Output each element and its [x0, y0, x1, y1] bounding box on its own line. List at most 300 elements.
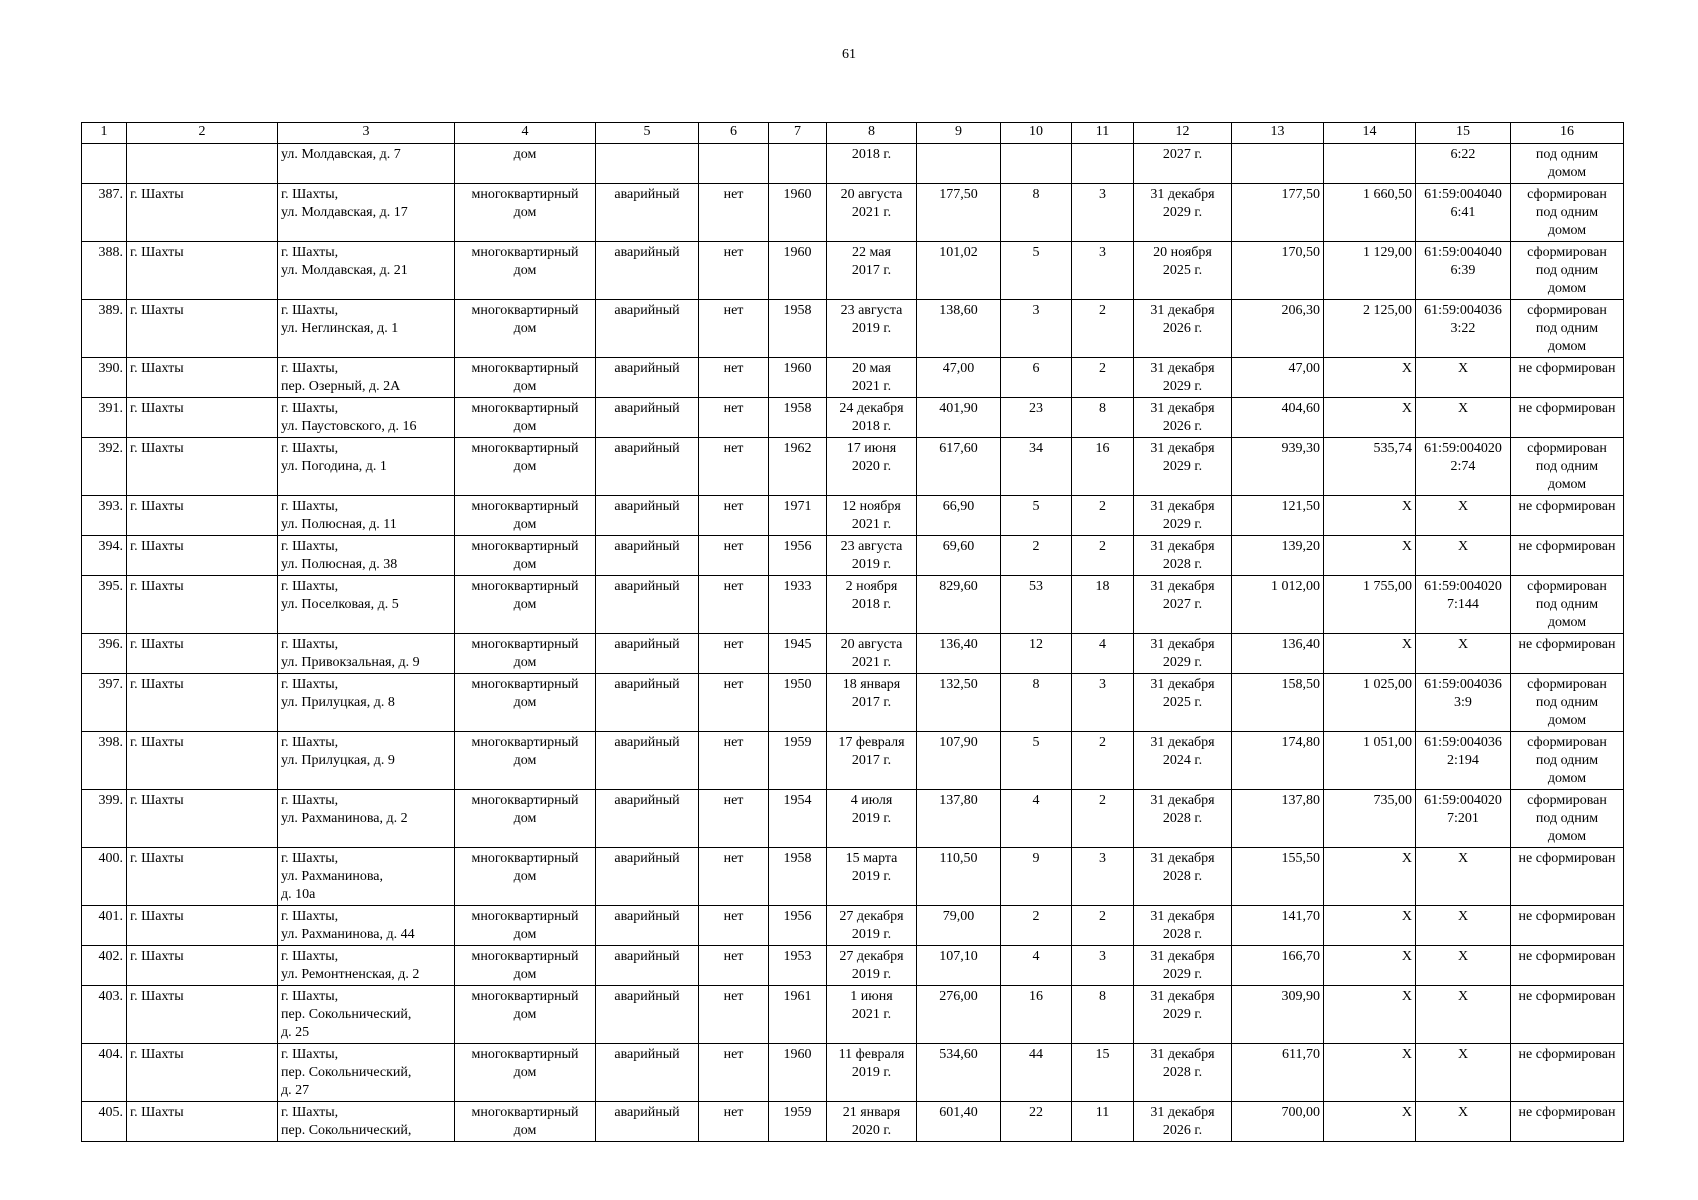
column-number-9: 9 [917, 123, 1001, 144]
cell-col-12: 31 декабря 2026 г. [1134, 300, 1232, 358]
cell-col-10: 23 [1001, 398, 1072, 438]
cell-col-14: X [1324, 496, 1416, 536]
cell-col-12: 31 декабря 2027 г. [1134, 576, 1232, 634]
cell-col-7: 1956 [769, 906, 827, 946]
cell-col-12: 31 декабря 2028 г. [1134, 536, 1232, 576]
column-number-8: 8 [827, 123, 917, 144]
cell-col-7: 1933 [769, 576, 827, 634]
cell-col-1: 394. [82, 536, 127, 576]
cell-col-5: аварийный [596, 732, 699, 790]
cell-col-2: г. Шахты [127, 1044, 278, 1102]
cell-col-7: 1960 [769, 1044, 827, 1102]
cell-col-8: 17 февраля 2017 г. [827, 732, 917, 790]
column-number-6: 6 [699, 123, 769, 144]
column-number-12: 12 [1134, 123, 1232, 144]
cell-col-4: многоквартирный дом [455, 674, 596, 732]
cell-col-5: аварийный [596, 1044, 699, 1102]
cell-col-8: 2018 г. [827, 144, 917, 184]
cell-col-3: г. Шахты, ул. Паустовского, д. 16 [278, 398, 455, 438]
cell-col-5: аварийный [596, 576, 699, 634]
cell-col-15: X [1416, 536, 1511, 576]
cell-col-11: 2 [1072, 732, 1134, 790]
cell-col-16: сформирован под одним домом [1511, 184, 1624, 242]
table-row [82, 634, 1624, 674]
cell-col-11: 2 [1072, 906, 1134, 946]
cell-col-9: 66,90 [917, 496, 1001, 536]
cell-col-13: 700,00 [1232, 1102, 1324, 1142]
cell-col-9: 110,50 [917, 848, 1001, 906]
cell-col-1: 399. [82, 790, 127, 848]
column-number-10: 10 [1001, 123, 1072, 144]
cell-col-1: 397. [82, 674, 127, 732]
cell-col-16: сформирован под одним домом [1511, 576, 1624, 634]
cell-col-1: 405. [82, 1102, 127, 1142]
cell-col-2: г. Шахты [127, 634, 278, 674]
cell-col-16: не сформирован [1511, 946, 1624, 986]
cell-col-1: 391. [82, 398, 127, 438]
cell-col-4: многоквартирный дом [455, 300, 596, 358]
cell-col-16: сформирован под одним домом [1511, 438, 1624, 496]
cell-col-9: 137,80 [917, 790, 1001, 848]
cell-col-16: не сформирован [1511, 848, 1624, 906]
cell-col-8: 11 февраля 2019 г. [827, 1044, 917, 1102]
cell-col-10: 4 [1001, 790, 1072, 848]
cell-col-7: 1971 [769, 496, 827, 536]
cell-col-6: нет [699, 848, 769, 906]
cell-col-9: 47,00 [917, 358, 1001, 398]
cell-col-6: нет [699, 674, 769, 732]
cell-col-14: X [1324, 848, 1416, 906]
table-row [82, 1044, 1624, 1102]
cell-col-10: 53 [1001, 576, 1072, 634]
cell-col-12: 31 декабря 2028 г. [1134, 906, 1232, 946]
cell-col-12: 31 декабря 2026 г. [1134, 1102, 1232, 1142]
cell-col-16: не сформирован [1511, 358, 1624, 398]
cell-col-6: нет [699, 986, 769, 1044]
cell-col-10: 4 [1001, 946, 1072, 986]
cell-col-8: 4 июля 2019 г. [827, 790, 917, 848]
cell-col-7: 1961 [769, 986, 827, 1044]
cell-col-10: 22 [1001, 1102, 1072, 1142]
cell-col-7: 1950 [769, 674, 827, 732]
cell-col-9 [917, 144, 1001, 184]
cell-col-5: аварийный [596, 536, 699, 576]
cell-col-14: 735,00 [1324, 790, 1416, 848]
cell-col-6: нет [699, 536, 769, 576]
cell-col-4: многоквартирный дом [455, 358, 596, 398]
cell-col-3: г. Шахты, ул. Ремонтненская, д. 2 [278, 946, 455, 986]
table-row [82, 790, 1624, 848]
cell-col-3: г. Шахты, ул. Неглинская, д. 1 [278, 300, 455, 358]
cell-col-15: X [1416, 906, 1511, 946]
cell-col-5: аварийный [596, 906, 699, 946]
cell-col-14: X [1324, 1102, 1416, 1142]
cell-col-12: 31 декабря 2024 г. [1134, 732, 1232, 790]
column-number-4: 4 [455, 123, 596, 144]
cell-col-10: 6 [1001, 358, 1072, 398]
cell-col-7: 1958 [769, 300, 827, 358]
cell-col-2: г. Шахты [127, 848, 278, 906]
cell-col-4: многоквартирный дом [455, 1102, 596, 1142]
cell-col-2: г. Шахты [127, 790, 278, 848]
cell-col-2: г. Шахты [127, 1102, 278, 1142]
cell-col-6: нет [699, 576, 769, 634]
cell-col-12: 20 ноября 2025 г. [1134, 242, 1232, 300]
cell-col-8: 1 июня 2021 г. [827, 986, 917, 1044]
cell-col-4: многоквартирный дом [455, 848, 596, 906]
cell-col-9: 601,40 [917, 1102, 1001, 1142]
cell-col-6: нет [699, 398, 769, 438]
cell-col-1: 396. [82, 634, 127, 674]
cell-col-9: 107,90 [917, 732, 1001, 790]
cell-col-9: 136,40 [917, 634, 1001, 674]
cell-col-15: X [1416, 398, 1511, 438]
table-row [82, 242, 1624, 300]
cell-col-5: аварийный [596, 496, 699, 536]
cell-col-6: нет [699, 358, 769, 398]
cell-col-15: X [1416, 946, 1511, 986]
cell-col-4: многоквартирный дом [455, 184, 596, 242]
cell-col-14: 1 025,00 [1324, 674, 1416, 732]
cell-col-14: X [1324, 398, 1416, 438]
cell-col-13: 47,00 [1232, 358, 1324, 398]
table-row [82, 986, 1624, 1044]
cell-col-15: X [1416, 1102, 1511, 1142]
cell-col-13: 177,50 [1232, 184, 1324, 242]
cell-col-10: 5 [1001, 732, 1072, 790]
cell-col-1 [82, 144, 127, 184]
cell-col-2: г. Шахты [127, 732, 278, 790]
cell-col-12: 31 декабря 2029 г. [1134, 986, 1232, 1044]
table-row [82, 732, 1624, 790]
cell-col-5: аварийный [596, 848, 699, 906]
cell-col-13: 158,50 [1232, 674, 1324, 732]
cell-col-1: 390. [82, 358, 127, 398]
cell-col-7: 1956 [769, 536, 827, 576]
cell-col-2: г. Шахты [127, 398, 278, 438]
table-row [82, 300, 1624, 358]
cell-col-3: г. Шахты, ул. Погодина, д. 1 [278, 438, 455, 496]
cell-col-12: 31 декабря 2029 г. [1134, 634, 1232, 674]
cell-col-12: 31 декабря 2029 г. [1134, 946, 1232, 986]
cell-col-10: 8 [1001, 184, 1072, 242]
cell-col-11: 2 [1072, 300, 1134, 358]
cell-col-9: 79,00 [917, 906, 1001, 946]
cell-col-15: 61:59:004036 3:9 [1416, 674, 1511, 732]
column-number-11: 11 [1072, 123, 1134, 144]
cell-col-11: 18 [1072, 576, 1134, 634]
cell-col-4: многоквартирный дом [455, 398, 596, 438]
cell-col-8: 17 июня 2020 г. [827, 438, 917, 496]
cell-col-8: 22 мая 2017 г. [827, 242, 917, 300]
table-row [82, 496, 1624, 536]
column-number-14: 14 [1324, 123, 1416, 144]
cell-col-12: 31 декабря 2028 г. [1134, 848, 1232, 906]
cell-col-16: сформирован под одним домом [1511, 790, 1624, 848]
cell-col-3: г. Шахты, ул. Прилуцкая, д. 8 [278, 674, 455, 732]
cell-col-2: г. Шахты [127, 576, 278, 634]
cell-col-16: не сформирован [1511, 536, 1624, 576]
cell-col-9: 401,90 [917, 398, 1001, 438]
cell-col-13: 1 012,00 [1232, 576, 1324, 634]
cell-col-7: 1960 [769, 184, 827, 242]
cell-col-8: 23 августа 2019 г. [827, 300, 917, 358]
cell-col-5: аварийный [596, 398, 699, 438]
cell-col-11: 2 [1072, 496, 1134, 536]
cell-col-15: 61:59:004040 6:39 [1416, 242, 1511, 300]
cell-col-3: г. Шахты, ул. Прилуцкая, д. 9 [278, 732, 455, 790]
column-number-15: 15 [1416, 123, 1511, 144]
cell-col-1: 395. [82, 576, 127, 634]
cell-col-15: 61:59:004020 7:201 [1416, 790, 1511, 848]
table-row [82, 674, 1624, 732]
cell-col-9: 534,60 [917, 1044, 1001, 1102]
cell-col-4: многоквартирный дом [455, 732, 596, 790]
cell-col-14: X [1324, 634, 1416, 674]
cell-col-12: 31 декабря 2029 г. [1134, 438, 1232, 496]
cell-col-7: 1945 [769, 634, 827, 674]
cell-col-1: 401. [82, 906, 127, 946]
cell-col-6: нет [699, 300, 769, 358]
cell-col-6: нет [699, 732, 769, 790]
cell-col-15: X [1416, 496, 1511, 536]
cell-col-15: 61:59:004036 2:194 [1416, 732, 1511, 790]
cell-col-2: г. Шахты [127, 242, 278, 300]
cell-col-9: 138,60 [917, 300, 1001, 358]
cell-col-5: аварийный [596, 986, 699, 1044]
cell-col-7: 1959 [769, 732, 827, 790]
cell-col-1: 389. [82, 300, 127, 358]
cell-col-5: аварийный [596, 242, 699, 300]
cell-col-1: 393. [82, 496, 127, 536]
cell-col-6: нет [699, 438, 769, 496]
cell-col-7: 1953 [769, 946, 827, 986]
cell-col-10: 3 [1001, 300, 1072, 358]
cell-col-7 [769, 144, 827, 184]
table-row [82, 358, 1624, 398]
cell-col-16: не сформирован [1511, 398, 1624, 438]
cell-col-14: 1 755,00 [1324, 576, 1416, 634]
cell-col-4: многоквартирный дом [455, 986, 596, 1044]
cell-col-13: 139,20 [1232, 536, 1324, 576]
cell-col-10: 16 [1001, 986, 1072, 1044]
cell-col-9: 829,60 [917, 576, 1001, 634]
page-number: 61 [842, 47, 856, 62]
cell-col-5: аварийный [596, 300, 699, 358]
cell-col-9: 276,00 [917, 986, 1001, 1044]
cell-col-10: 9 [1001, 848, 1072, 906]
cell-col-2: г. Шахты [127, 674, 278, 732]
cell-col-13: 206,30 [1232, 300, 1324, 358]
cell-col-4: многоквартирный дом [455, 790, 596, 848]
table-row [82, 398, 1624, 438]
cell-col-8: 2 ноября 2018 г. [827, 576, 917, 634]
cell-col-9: 107,10 [917, 946, 1001, 986]
cell-col-3: ул. Молдавская, д. 7 [278, 144, 455, 184]
cell-col-13: 170,50 [1232, 242, 1324, 300]
cell-col-14: 1 660,50 [1324, 184, 1416, 242]
cell-col-16: не сформирован [1511, 1044, 1624, 1102]
cell-col-1: 392. [82, 438, 127, 496]
cell-col-16: не сформирован [1511, 496, 1624, 536]
cell-col-6: нет [699, 1044, 769, 1102]
cell-col-2: г. Шахты [127, 986, 278, 1044]
cell-col-16: не сформирован [1511, 986, 1624, 1044]
cell-col-12: 31 декабря 2026 г. [1134, 398, 1232, 438]
cell-col-8: 20 мая 2021 г. [827, 358, 917, 398]
cell-col-7: 1962 [769, 438, 827, 496]
cell-col-2: г. Шахты [127, 358, 278, 398]
column-number-13: 13 [1232, 123, 1324, 144]
cell-col-13: 174,80 [1232, 732, 1324, 790]
cell-col-15: 61:59:004020 2:74 [1416, 438, 1511, 496]
column-number-16: 16 [1511, 123, 1624, 144]
cell-col-11: 3 [1072, 242, 1134, 300]
cell-col-16: не сформирован [1511, 906, 1624, 946]
cell-col-8: 20 августа 2021 г. [827, 634, 917, 674]
cell-col-6: нет [699, 1102, 769, 1142]
table-row [82, 144, 1624, 184]
header-row [82, 123, 1624, 144]
cell-col-7: 1954 [769, 790, 827, 848]
cell-col-5: аварийный [596, 438, 699, 496]
cell-col-3: г. Шахты, ул. Поселковая, д. 5 [278, 576, 455, 634]
cell-col-6: нет [699, 184, 769, 242]
cell-col-16: не сформирован [1511, 634, 1624, 674]
cell-col-3: г. Шахты, ул. Рахманинова, д. 10а [278, 848, 455, 906]
cell-col-2: г. Шахты [127, 496, 278, 536]
table-row [82, 576, 1624, 634]
cell-col-5: аварийный [596, 358, 699, 398]
cell-col-1: 400. [82, 848, 127, 906]
cell-col-8: 12 ноября 2021 г. [827, 496, 917, 536]
cell-col-4: многоквартирный дом [455, 634, 596, 674]
cell-col-2: г. Шахты [127, 906, 278, 946]
cell-col-2: г. Шахты [127, 536, 278, 576]
cell-col-14: 1 129,00 [1324, 242, 1416, 300]
cell-col-8: 23 августа 2019 г. [827, 536, 917, 576]
cell-col-13: 939,30 [1232, 438, 1324, 496]
cell-col-13: 611,70 [1232, 1044, 1324, 1102]
table-row [82, 946, 1624, 986]
cell-col-1: 388. [82, 242, 127, 300]
column-number-3: 3 [278, 123, 455, 144]
cell-col-11: 3 [1072, 946, 1134, 986]
cell-col-7: 1959 [769, 1102, 827, 1142]
cell-col-10: 5 [1001, 496, 1072, 536]
cell-col-16: под одним домом [1511, 144, 1624, 184]
cell-col-11: 16 [1072, 438, 1134, 496]
cell-col-8: 27 декабря 2019 г. [827, 906, 917, 946]
table-row [82, 848, 1624, 906]
cell-col-12: 31 декабря 2029 г. [1134, 358, 1232, 398]
housing-registry-table [81, 122, 1624, 1142]
cell-col-9: 177,50 [917, 184, 1001, 242]
cell-col-5: аварийный [596, 1102, 699, 1142]
cell-col-5: аварийный [596, 946, 699, 986]
cell-col-9: 617,60 [917, 438, 1001, 496]
cell-col-14: 535,74 [1324, 438, 1416, 496]
cell-col-6: нет [699, 790, 769, 848]
cell-col-3: г. Шахты, ул. Рахманинова, д. 44 [278, 906, 455, 946]
cell-col-12: 2027 г. [1134, 144, 1232, 184]
cell-col-8: 15 марта 2019 г. [827, 848, 917, 906]
cell-col-10 [1001, 144, 1072, 184]
cell-col-5: аварийный [596, 674, 699, 732]
cell-col-13: 141,70 [1232, 906, 1324, 946]
cell-col-3: г. Шахты, пер. Сокольнический, [278, 1102, 455, 1142]
cell-col-15: X [1416, 358, 1511, 398]
cell-col-4: многоквартирный дом [455, 946, 596, 986]
cell-col-14: 1 051,00 [1324, 732, 1416, 790]
cell-col-11: 8 [1072, 986, 1134, 1044]
cell-col-13: 166,70 [1232, 946, 1324, 986]
cell-col-1: 402. [82, 946, 127, 986]
cell-col-3: г. Шахты, пер. Сокольнический, д. 27 [278, 1044, 455, 1102]
cell-col-10: 44 [1001, 1044, 1072, 1102]
cell-col-14: X [1324, 986, 1416, 1044]
cell-col-15: X [1416, 1044, 1511, 1102]
cell-col-4: многоквартирный дом [455, 576, 596, 634]
cell-col-14: X [1324, 906, 1416, 946]
cell-col-3: г. Шахты, пер. Озерный, д. 2А [278, 358, 455, 398]
cell-col-2 [127, 144, 278, 184]
cell-col-16: не сформирован [1511, 1102, 1624, 1142]
cell-col-10: 8 [1001, 674, 1072, 732]
cell-col-8: 27 декабря 2019 г. [827, 946, 917, 986]
cell-col-15: X [1416, 986, 1511, 1044]
cell-col-8: 21 января 2020 г. [827, 1102, 917, 1142]
cell-col-1: 404. [82, 1044, 127, 1102]
cell-col-10: 2 [1001, 536, 1072, 576]
cell-col-11: 8 [1072, 398, 1134, 438]
cell-col-5: аварийный [596, 634, 699, 674]
column-number-1: 1 [82, 123, 127, 144]
cell-col-2: г. Шахты [127, 184, 278, 242]
cell-col-10: 34 [1001, 438, 1072, 496]
cell-col-3: г. Шахты, пер. Сокольнический, д. 25 [278, 986, 455, 1044]
cell-col-13: 137,80 [1232, 790, 1324, 848]
cell-col-6: нет [699, 242, 769, 300]
cell-col-13: 121,50 [1232, 496, 1324, 536]
cell-col-10: 2 [1001, 906, 1072, 946]
cell-col-4: многоквартирный дом [455, 906, 596, 946]
cell-col-10: 5 [1001, 242, 1072, 300]
cell-col-5: аварийный [596, 790, 699, 848]
cell-col-4: многоквартирный дом [455, 1044, 596, 1102]
cell-col-11: 11 [1072, 1102, 1134, 1142]
cell-col-3: г. Шахты, ул. Молдавская, д. 21 [278, 242, 455, 300]
cell-col-3: г. Шахты, ул. Полюсная, д. 38 [278, 536, 455, 576]
cell-col-2: г. Шахты [127, 300, 278, 358]
cell-col-14: X [1324, 1044, 1416, 1102]
cell-col-15: X [1416, 848, 1511, 906]
cell-col-12: 31 декабря 2029 г. [1134, 184, 1232, 242]
cell-col-12: 31 декабря 2029 г. [1134, 496, 1232, 536]
cell-col-6: нет [699, 946, 769, 986]
cell-col-13: 155,50 [1232, 848, 1324, 906]
cell-col-16: сформирован под одним домом [1511, 242, 1624, 300]
cell-col-8: 20 августа 2021 г. [827, 184, 917, 242]
cell-col-7: 1960 [769, 358, 827, 398]
cell-col-1: 398. [82, 732, 127, 790]
cell-col-9: 132,50 [917, 674, 1001, 732]
cell-col-9: 69,60 [917, 536, 1001, 576]
cell-col-4: многоквартирный дом [455, 496, 596, 536]
cell-col-11: 2 [1072, 358, 1134, 398]
cell-col-1: 387. [82, 184, 127, 242]
cell-col-3: г. Шахты, ул. Молдавская, д. 17 [278, 184, 455, 242]
